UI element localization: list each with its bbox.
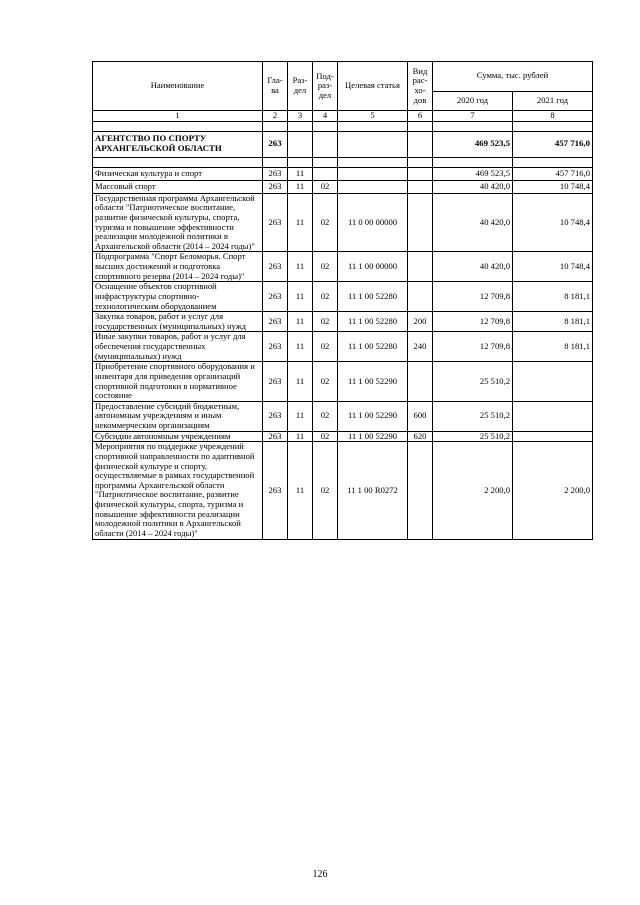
page-number: 126 [312, 869, 328, 880]
row-subsection: 02 [313, 282, 338, 312]
row-subsection: 02 [313, 332, 338, 362]
header-chapter: Гла-ва [263, 62, 288, 111]
table-row [93, 362, 593, 402]
row-section: 11 [288, 252, 313, 282]
row-section: 11 [288, 332, 313, 362]
table-row [93, 431, 593, 442]
row-name: Иные закупки товаров, работ и услуг для обеспечения государственных (муниципальных) нужд [93, 332, 263, 362]
row-name: Приобретение спортивного оборудования и инвентаря для приведения организаций спортивной подготовки в нормативное состояние [93, 362, 263, 402]
row-expense-type [408, 442, 433, 539]
row-target: 11 1 00 R0272 [338, 442, 408, 539]
row-subsection: 02 [313, 180, 338, 193]
row-chapter: 263 [263, 312, 288, 332]
row-chapter: 263 [263, 442, 288, 539]
row-chapter: 263 [263, 180, 288, 193]
row-target: 11 1 00 52290 [338, 431, 408, 442]
table-row [93, 131, 593, 157]
row-chapter: 263 [263, 401, 288, 431]
row-subsection: 02 [313, 401, 338, 431]
row-subsection: 02 [313, 252, 338, 282]
row-expense-type: 620 [408, 431, 433, 442]
row-name: Субсидии автономным учреждениям [93, 431, 263, 442]
row-name: Государственная программа Архангельской области "Патриотическое воспитание, развитие физической культуры, спорта, туризма и повышение эффективности реализации молодежной политики в Архангельской области (2014 – 2024 годы)" [93, 193, 263, 252]
row-value-2021: 8 181,1 [513, 312, 593, 332]
row-section: 11 [288, 362, 313, 402]
row-section: 11 [288, 431, 313, 442]
column-number: 8 [513, 111, 593, 122]
column-number: 4 [313, 111, 338, 122]
row-expense-type [408, 252, 433, 282]
row-target: 11 1 00 52290 [338, 362, 408, 402]
row-value-2020: 469 523,5 [433, 167, 513, 180]
row-section: 11 [288, 167, 313, 180]
row-value-2020: 40 420,0 [433, 180, 513, 193]
spacer-row [93, 157, 593, 167]
row-target: 11 1 00 52280 [338, 312, 408, 332]
row-value-2021: 8 181,1 [513, 282, 593, 312]
header-subsection: Под-раз-дел [313, 62, 338, 111]
row-expense-type [408, 362, 433, 402]
row-subsection: 02 [313, 312, 338, 332]
row-subsection: 02 [313, 431, 338, 442]
row-name: Физическая культура и спорт [93, 167, 263, 180]
row-subsection: 02 [313, 442, 338, 539]
header-sum: Сумма, тыс. рублей [433, 62, 593, 92]
row-section: 11 [288, 282, 313, 312]
row-target [338, 167, 408, 180]
column-number: 6 [408, 111, 433, 122]
row-value-2020: 25 510,2 [433, 431, 513, 442]
row-subsection [313, 167, 338, 180]
row-value-2020: 469 523,5 [433, 131, 513, 157]
table-row [93, 167, 593, 180]
row-chapter: 263 [263, 332, 288, 362]
row-section: 11 [288, 401, 313, 431]
table-row [93, 180, 593, 193]
row-name: Предоставление субсидий бюджетным, автономным учреждениям и иным некоммерческим организациям [93, 401, 263, 431]
row-target [338, 180, 408, 193]
row-expense-type [408, 167, 433, 180]
row-expense-type [408, 193, 433, 252]
header-target: Целевая статья [338, 62, 408, 111]
table-row [93, 312, 593, 332]
row-expense-type: 600 [408, 401, 433, 431]
row-name: Подпрограмма "Спорт Беломорья. Спорт высших достижений и подготовка спортивного резерва (2014 – 2024 годы)" [93, 252, 263, 282]
row-subsection: 02 [313, 362, 338, 402]
row-value-2021: 457 716,0 [513, 167, 593, 180]
column-numbers-row [93, 111, 593, 122]
row-name: Мероприятия по поддержке учреждений спортивной направленности по адаптивной физической культуре и спорту, осуществляемые в рамках государственной программы Архангельской области "Патриотическое воспитание, развитие физической культуры, спорта, туризма и повышение эффективности реализации молодежной политики в Архангельской области (2014 – 2024 годы)" [93, 442, 263, 539]
row-target: 11 1 00 52290 [338, 401, 408, 431]
header-year-2020: 2020 год [433, 91, 513, 110]
row-value-2020: 12 709,8 [433, 332, 513, 362]
row-name: АГЕНТСТВО ПО СПОРТУ АРХАНГЕЛЬСКОЙ ОБЛАСТИ [93, 131, 263, 157]
row-expense-type [408, 131, 433, 157]
row-section: 11 [288, 193, 313, 252]
row-expense-type [408, 282, 433, 312]
column-number: 7 [433, 111, 513, 122]
header-row [93, 62, 593, 92]
column-number: 1 [93, 111, 263, 122]
row-subsection: 02 [313, 193, 338, 252]
row-value-2020: 12 709,8 [433, 282, 513, 312]
row-section: 11 [288, 180, 313, 193]
row-chapter: 263 [263, 362, 288, 402]
header-year-2021: 2021 год [513, 91, 593, 110]
row-target: 11 1 00 52280 [338, 282, 408, 312]
row-value-2021: 10 748,4 [513, 180, 593, 193]
row-value-2020: 25 510,2 [433, 401, 513, 431]
header-section: Раз-дел [288, 62, 313, 111]
row-chapter: 263 [263, 431, 288, 442]
table-row [93, 282, 593, 312]
row-value-2021: 10 748,4 [513, 193, 593, 252]
row-chapter: 263 [263, 167, 288, 180]
row-value-2021 [513, 431, 593, 442]
row-chapter: 263 [263, 131, 288, 157]
spacer-row [93, 121, 593, 131]
row-value-2021 [513, 362, 593, 402]
row-subsection [313, 131, 338, 157]
row-value-2021: 457 716,0 [513, 131, 593, 157]
row-target [338, 131, 408, 157]
row-chapter: 263 [263, 282, 288, 312]
row-expense-type: 240 [408, 332, 433, 362]
table-row [93, 193, 593, 252]
column-number: 2 [263, 111, 288, 122]
table-row [93, 332, 593, 362]
row-target: 11 0 00 00000 [338, 193, 408, 252]
row-expense-type [408, 180, 433, 193]
row-target: 11 1 00 52280 [338, 332, 408, 362]
row-name: Оснащение объектов спортивной инфраструктуры спортивно-технологическим оборудованием [93, 282, 263, 312]
header-expense-type: Вид рас-хо-дов [408, 62, 433, 111]
row-value-2021: 8 181,1 [513, 332, 593, 362]
row-expense-type: 200 [408, 312, 433, 332]
row-name: Массовый спорт [93, 180, 263, 193]
table-row [93, 442, 593, 539]
row-chapter: 263 [263, 193, 288, 252]
row-section: 11 [288, 312, 313, 332]
table-row [93, 252, 593, 282]
row-value-2021: 10 748,4 [513, 252, 593, 282]
row-value-2020: 40 420,0 [433, 252, 513, 282]
row-section: 11 [288, 442, 313, 539]
row-name: Закупка товаров, работ и услуг для государственных (муниципальных) нужд [93, 312, 263, 332]
row-value-2020: 25 510,2 [433, 362, 513, 402]
row-target: 11 1 00 00000 [338, 252, 408, 282]
header-name: Наименование [93, 62, 263, 111]
row-chapter: 263 [263, 252, 288, 282]
column-number: 5 [338, 111, 408, 122]
budget-table [92, 61, 593, 540]
row-value-2021 [513, 401, 593, 431]
row-value-2020: 12 709,8 [433, 312, 513, 332]
row-value-2021: 2 200,0 [513, 442, 593, 539]
row-value-2020: 40 420,0 [433, 193, 513, 252]
column-number: 3 [288, 111, 313, 122]
row-value-2020: 2 200,0 [433, 442, 513, 539]
row-section [288, 131, 313, 157]
table-row [93, 401, 593, 431]
